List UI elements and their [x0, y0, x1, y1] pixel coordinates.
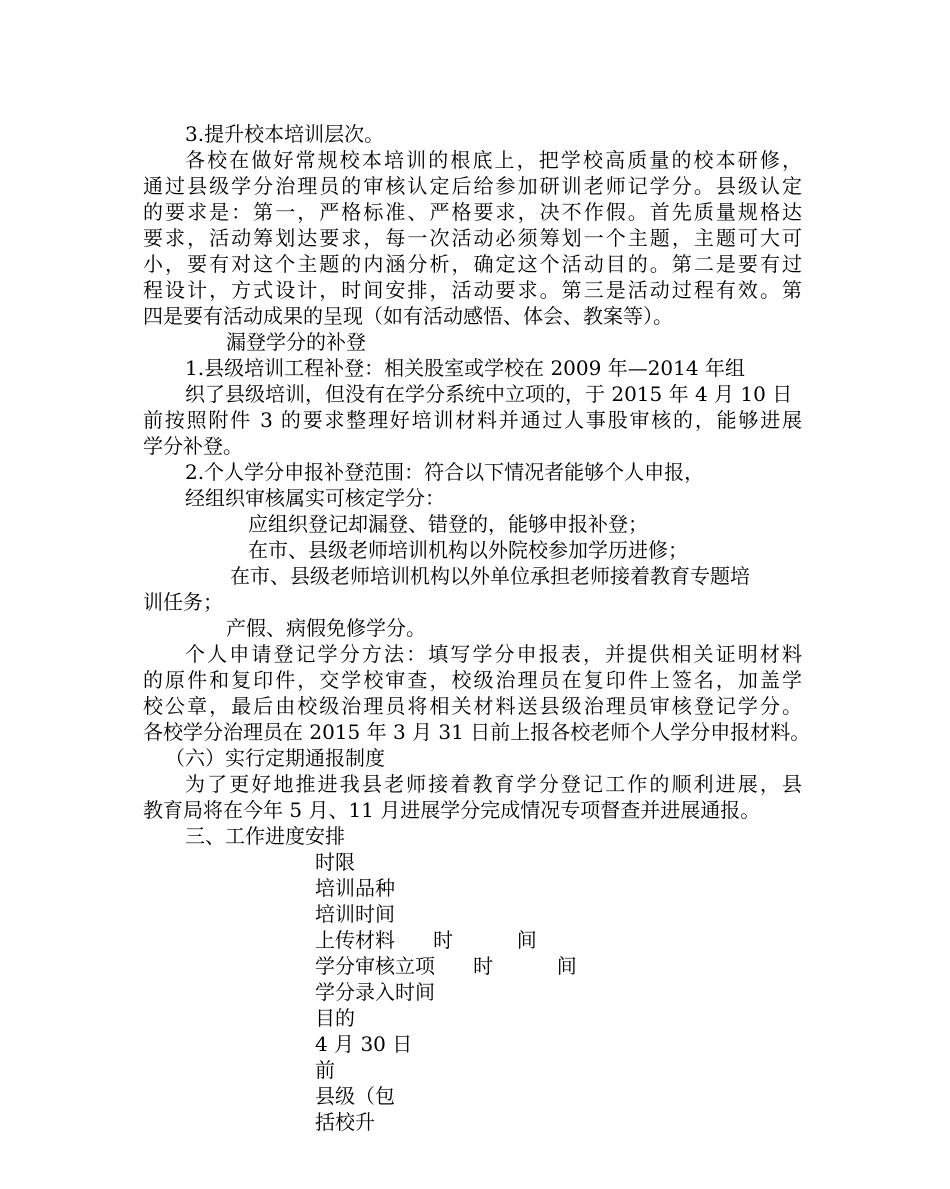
heading-periodic-report: （六）实行定期通报制度	[165, 746, 385, 770]
paragraph-line: 为了更好地推进我县老师接着教育学分登记工作的顺利进展，县	[185, 772, 802, 796]
paragraph-line: 各校在做好常规校本培训的根底上，把学校高质量的校本研修，	[185, 148, 802, 172]
table-cell: 县级（包	[315, 1084, 395, 1108]
paragraph-line: 校公章，最后由校级治理员将相关材料送县级治理员审核登记学分。	[143, 694, 802, 718]
paragraph-line: 通过县级学分治理员的审核认定后给参加研训老师记学分。县级认定	[143, 174, 802, 198]
paragraph-line: 个人申请登记学分方法：填写学分申报表，并提供相关证明材料	[185, 642, 802, 666]
paragraph-line: 2.个人学分申报补登范围：符合以下情况者能够个人申报，	[185, 460, 705, 484]
table-cell: 前	[315, 1058, 335, 1082]
paragraph-line: 织了县级培训，但没有在学分系统中立项的，于 2015 年 4 月 10 日	[185, 382, 793, 406]
table-cell: 4 月 30 日	[315, 1032, 413, 1056]
table-cell: 学分录入时间	[315, 980, 435, 1004]
paragraph-line: 的原件和复印件，交学校审查，校级治理员在复印件上签名，加盖学	[143, 668, 802, 692]
paragraph-line: 1.县级培训工程补登：相关股室或学校在 2009 年—2014 年组	[185, 356, 745, 380]
paragraph-line: 小，要有对这个主题的内涵分析，确定这个活动目的。第二是要有过	[143, 252, 802, 276]
paragraph-line: 前按照附件 3 的要求整理好培训材料并通过人事股审核的，能够进展	[143, 408, 802, 432]
table-cell: 培训品种	[315, 876, 395, 900]
paragraph-line: 学分补登。	[143, 434, 243, 458]
paragraph-line: 要求，活动筹划达要求，每一次活动必须筹划一个主题，主题可大可	[143, 226, 802, 250]
list-item: 产假、病假免修学分。	[226, 616, 426, 640]
paragraph-line: 各校学分治理员在 2015 年 3 月 31 日前上报各校老师个人学分申报材料。	[143, 720, 811, 744]
paragraph-line: 的要求是：第一，严格标准、严格要求，决不作假。首先质量规格达	[143, 200, 802, 224]
heading-schedule: 三、工作进度安排	[185, 824, 345, 848]
list-item: 在市、县级老师培训机构以外院校参加学历进修；	[248, 538, 688, 562]
paragraph-line: 四是要有活动成果的呈现（如有活动感悟、体会、教案等）。	[143, 304, 673, 328]
table-cell: 学分审核立项 时 间	[315, 954, 577, 978]
list-item: 应组织登记却漏登、错登的，能够申报补登；	[248, 512, 648, 536]
list-item: 训任务；	[143, 590, 223, 614]
table-cell: 目的	[315, 1006, 355, 1030]
heading-improve-training: 3.提升校本培训层次。	[185, 122, 385, 146]
table-cell: 上传材料 时 间	[315, 928, 537, 952]
table-cell: 括校升	[315, 1110, 375, 1134]
table-cell: 时限	[315, 850, 355, 874]
table-cell: 培训时间	[315, 902, 395, 926]
list-item: 在市、县级老师培训机构以外单位承担老师接着教育专题培	[230, 564, 750, 588]
heading-missed-credits: 漏登学分的补登	[226, 330, 366, 354]
paragraph-line: 经组织审核属实可核定学分：	[185, 486, 445, 510]
paragraph-line: 教育局将在今年 5 月、11 月进展学分完成情况专项督查并进展通报。	[143, 798, 761, 822]
paragraph-line: 程设计，方式设计，时间安排，活动要求。第三是活动过程有效。第	[143, 278, 802, 302]
